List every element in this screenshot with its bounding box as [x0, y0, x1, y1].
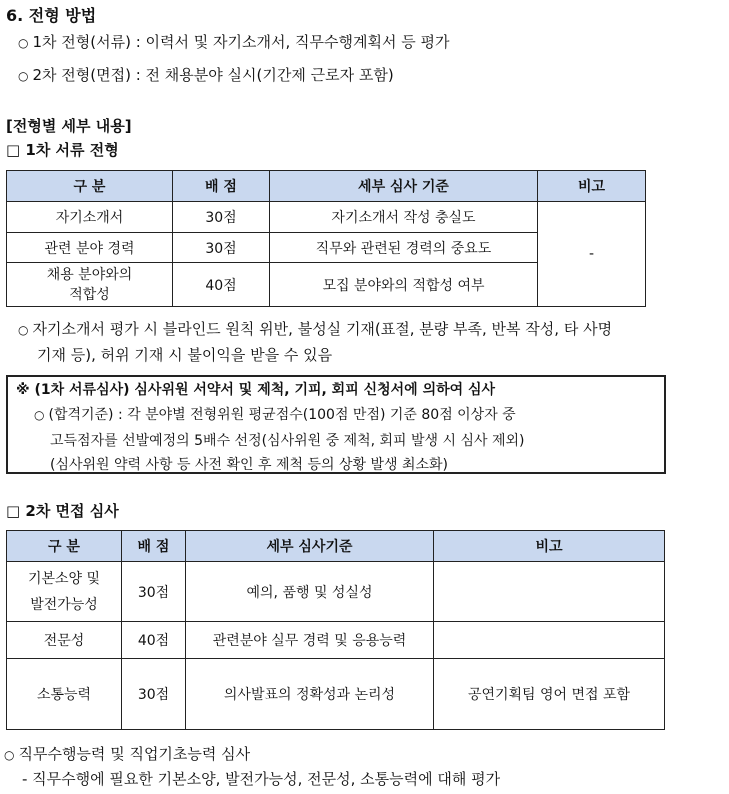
table-cell: 의사발표의 정확성과 논리성	[186, 659, 434, 730]
circle-bullet-icon: ○	[18, 323, 29, 337]
list-item-text: 2차 전형(면접) : 전 채용분야 실시(기간제 근로자 포함)	[32, 66, 394, 84]
notice-box	[6, 375, 666, 474]
circle-bullet-icon: ○	[18, 36, 29, 50]
list-item-continuation: 기재 등), 허위 기재 시 불이익을 받을 수 있음	[37, 346, 333, 364]
table-cell-note	[434, 622, 665, 659]
list-item-text: 1차 전형(서류) : 이력서 및 자기소개서, 직무수행계획서 등 평가	[32, 33, 450, 51]
circle-bullet-icon: ○	[34, 408, 45, 422]
interview-title: □ 2차 면접 심사	[6, 502, 119, 520]
notice-line-text: (합격기준) : 각 분야별 전형위원 평균점수(100점 만점) 기준 80점 이상자 중	[48, 407, 516, 423]
detail-heading: [전형별 세부 내용]	[6, 117, 132, 135]
doc-review-title: □ 1차 서류 전형	[6, 141, 119, 159]
list-item	[18, 318, 612, 339]
section-heading: 6. 전형 방법	[6, 6, 97, 25]
table-cell: 자기소개서 작성 충실도	[270, 202, 538, 233]
column-header: 비고	[434, 531, 665, 562]
table-cell	[7, 263, 173, 307]
doc-review-table	[6, 170, 646, 307]
table-cell: 30점	[173, 233, 270, 263]
table-cell: 소통능력	[7, 659, 122, 730]
cell-line: 채용 분야와의	[46, 266, 133, 283]
table-cell: 관련분야 실무 경력 및 응용능력	[186, 622, 434, 659]
table-cell: 관련 분야 경력	[7, 233, 173, 263]
interview-table	[6, 530, 665, 730]
table-cell	[7, 562, 122, 622]
notice-line: (심사위원 약력 사항 등 사전 확인 후 제척 등의 상황 발생 최소화)	[50, 457, 448, 473]
table-cell: 40점	[122, 622, 186, 659]
table-cell: 30점	[122, 659, 186, 730]
notice-title: ※ (1차 서류심사) 심사위원 서약서 및 제척, 기피, 회피 신청서에 의하여 심사	[16, 382, 496, 398]
cell-line: 기본소양 및	[27, 570, 101, 587]
table-cell-note: 공연기획팀 영어 면접 포함	[434, 659, 665, 730]
notice-line: 고득점자를 선발예정의 5배수 선정(심사위원 중 제척, 회피 발생 시 심사 제외)	[50, 433, 525, 449]
table-cell: 30점	[122, 562, 186, 622]
table-header-row	[7, 171, 646, 202]
column-header: 구 분	[7, 171, 173, 202]
column-header: 구 분	[7, 531, 122, 562]
notice-line	[34, 404, 516, 424]
table-cell-note: -	[538, 202, 646, 307]
list-item-text: 직무수행능력 및 직업기초능력 심사	[18, 745, 251, 763]
list-item-sub: - 직무수행에 필요한 기본소양, 발전가능성, 전문성, 소통능력에 대해 평가	[22, 770, 501, 788]
table-cell: 40점	[173, 263, 270, 307]
column-header: 배 점	[122, 531, 186, 562]
table-row	[7, 622, 665, 659]
list-item	[18, 64, 394, 85]
table-row	[7, 562, 665, 622]
circle-bullet-icon: ○	[18, 69, 29, 83]
table-row	[7, 202, 646, 233]
table-header-row	[7, 531, 665, 562]
table-row	[7, 659, 665, 730]
table-cell: 예의, 품행 및 성실성	[186, 562, 434, 622]
column-header: 세부 심사기준	[186, 531, 434, 562]
list-item-text: 자기소개서 평가 시 블라인드 원칙 위반, 불성실 기재(표절, 분량 부족, 반복 작성, 타 사명	[32, 320, 613, 338]
column-header: 배 점	[173, 171, 270, 202]
table-cell: 직무와 관련된 경력의 중요도	[270, 233, 538, 263]
list-item	[18, 31, 449, 52]
column-header: 세부 심사 기준	[270, 171, 538, 202]
table-cell: 모집 분야와의 적합성 여부	[270, 263, 538, 307]
table-cell-note	[434, 562, 665, 622]
column-header: 비고	[538, 171, 646, 202]
table-cell: 자기소개서	[7, 202, 173, 233]
table-cell: 전문성	[7, 622, 122, 659]
circle-bullet-icon: ○	[4, 748, 15, 762]
table-cell: 30점	[173, 202, 270, 233]
cell-line: 발전가능성	[30, 596, 98, 613]
list-item	[4, 743, 250, 764]
cell-line: 적합성	[69, 286, 110, 303]
